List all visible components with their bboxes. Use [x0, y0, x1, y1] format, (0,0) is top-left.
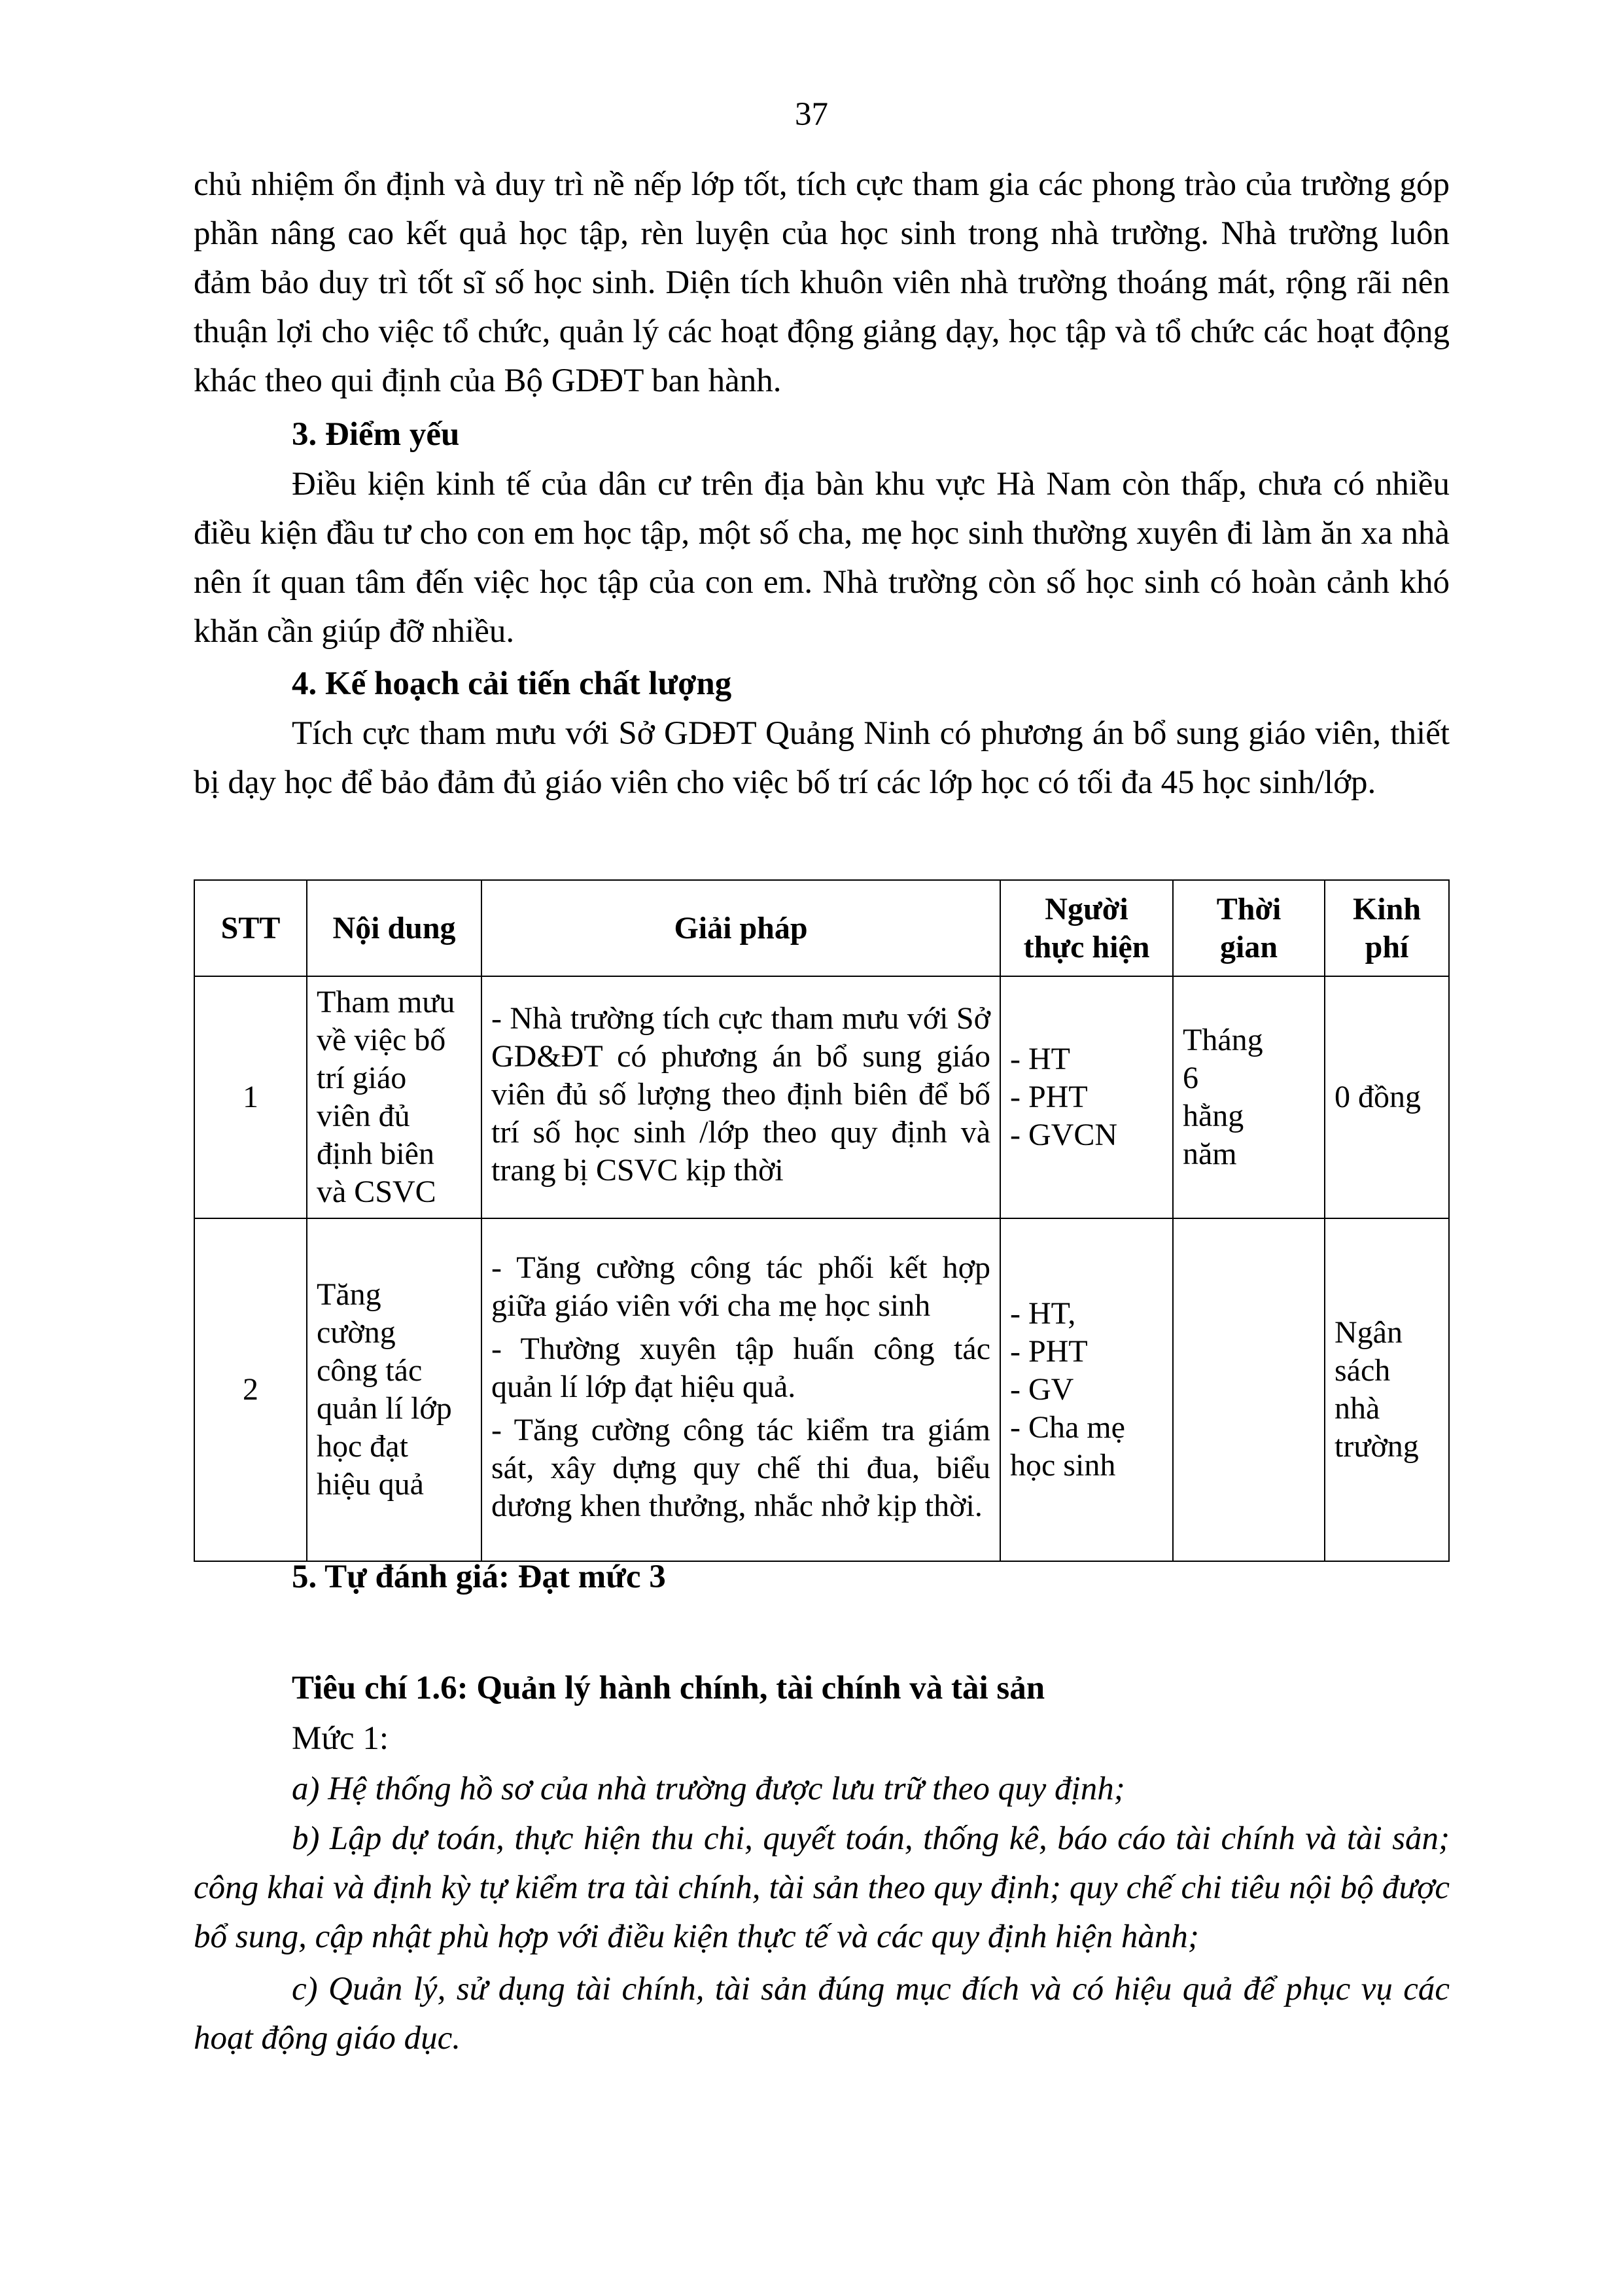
content-line: Tăng [317, 1277, 381, 1312]
content-line: cường [317, 1315, 396, 1350]
header-time-line-2: gian [1219, 929, 1278, 964]
content-line: trí giáo [317, 1061, 407, 1095]
time-line: Tháng [1183, 1023, 1263, 1057]
row-2-content [307, 1218, 481, 1561]
performer-line: - GV [1010, 1372, 1074, 1407]
cost-line: nhà [1335, 1391, 1380, 1426]
time-line: hằng [1183, 1099, 1244, 1133]
criterion-item-b: b) Lập dự toán, thực hiện thu chi, quyết toán, thống kê, báo cáo tài chính và tài sản; công khai và định kỳ tự kiểm tra tài chính, tài sản theo quy định; quy chế chi tiêu nội bộ được bổ sung, cập nhật phù hợp với điều kiện thực tế và các quy định hiện hành; [194, 1820, 1450, 1955]
header-solution: Giải pháp [481, 880, 1000, 976]
time-line: năm [1183, 1137, 1237, 1171]
performer-line: - PHT [1010, 1080, 1088, 1114]
content-line: về việc bố [317, 1023, 446, 1057]
table-row [194, 1218, 1449, 1561]
time-line: 6 [1183, 1061, 1198, 1095]
section-4-body: Tích cực tham mưu với Sở GDĐT Quảng Ninh có phương án bổ sung giáo viên, thiết bị dạy học để bảo đảm đủ giáo viên cho việc bố trí các lớp học có tối đa 45 học sinh/lớp. [194, 715, 1450, 801]
content-line: định biên [317, 1137, 434, 1171]
content-line: quản lí lớp [317, 1391, 452, 1426]
row-1-cost [1325, 976, 1449, 1218]
content-line: viên đủ [317, 1099, 410, 1133]
section-4-heading: 4. Kế hoạch cải tiến chất lượng [292, 665, 732, 702]
performer-line: - HT, [1010, 1296, 1076, 1331]
row-1-solution [481, 976, 1000, 1218]
cost-line: sách [1335, 1353, 1391, 1388]
criterion-item-c: c) Quản lý, sử dụng tài chính, tài sản đúng mục đích và có hiệu quả để phục vụ các hoạt động giáo dục. [194, 1971, 1450, 2057]
row-2-solution [481, 1218, 1000, 1561]
row-2-time [1173, 1218, 1325, 1561]
header-time-line-1: Thời [1216, 891, 1282, 927]
content-line: Tham mưu [317, 985, 455, 1019]
section-3-body: Điều kiện kinh tế của dân cư trên địa bàn khu vực Hà Nam còn thấp, chưa có nhiều điều kiện đầu tư cho con em học tập, một số cha, mẹ học sinh thường xuyên đi làm ăn xa nhà nên ít quan tâm đến việc học tập của con em. Nhà trường còn số học sinh có hoàn cảnh khó khăn cần giúp đỡ nhiều. [194, 466, 1450, 650]
solution-item: - Tăng cường công tác kiểm tra giám sát, xây dựng quy chế thi đua, biểu dương khen thưởng, nhắc nhở kịp thời. [491, 1413, 990, 1523]
cost-line: trường [1335, 1429, 1419, 1464]
content-line: hiệu quả [317, 1467, 424, 1502]
header-cost-line-1: Kinh [1352, 891, 1422, 927]
performer-line: - GVCN [1010, 1118, 1117, 1152]
cost-line: Ngân [1335, 1315, 1403, 1350]
header-time [1173, 880, 1325, 976]
criterion-heading: Tiêu chí 1.6: Quản lý hành chính, tài chính và tài sản [292, 1670, 1045, 1706]
header-cost-line-2: phí [1365, 929, 1409, 964]
cost-line: 0 đồng [1335, 1080, 1421, 1114]
table-row [194, 976, 1449, 1218]
solution-item: - Nhà trường tích cực tham mưu với Sở GD&ĐT có phương án bổ sung giáo viên đủ số lượng theo định biên để bố trí số học sinh /lớp theo quy định và trang bị CSVC kịp thời [491, 1001, 990, 1188]
header-stt: STT [194, 880, 307, 976]
intro-paragraph: chủ nhiệm ổn định và duy trì nề nếp lớp tốt, tích cực tham gia các phong trào của trường góp phần nâng cao kết quả học tập, rèn luyện của học sinh trong nhà trường. Nhà trường luôn đảm bảo duy trì tốt sĩ số học sinh. Diện tích khuôn viên nhà trường thoáng mát, rộng rãi nên thuận lợi cho việc tổ chức, quản lý các hoạt động giảng dạy, học tập và tổ chức các hoạt động khác theo qui định của Bộ GDĐT ban hành. [194, 166, 1450, 399]
header-cost [1325, 880, 1449, 976]
performer-line: - Cha mẹ học sinh [1010, 1410, 1125, 1483]
row-2-stt: 2 [194, 1218, 307, 1561]
header-content: Nội dung [307, 880, 481, 976]
improvement-plan-table [194, 879, 1450, 1562]
performer-line: - PHT [1010, 1334, 1088, 1369]
row-2-cost [1325, 1218, 1449, 1561]
section-5-heading: 5. Tự đánh giá: Đạt mức 3 [292, 1559, 666, 1595]
row-2-performers [1000, 1218, 1173, 1561]
content-line: và CSVC [317, 1174, 436, 1209]
row-1-time [1173, 976, 1325, 1218]
table-header-row [194, 880, 1449, 976]
row-1-stt: 1 [194, 976, 307, 1218]
criterion-level: Mức 1: [292, 1720, 389, 1757]
content-line: công tác [317, 1353, 423, 1388]
header-performer-line-2: thực hiện [1023, 929, 1150, 964]
criterion-item-a: a) Hệ thống hồ sơ của nhà trường được lưu trữ theo quy định; [292, 1771, 1125, 1807]
performer-line: - HT [1010, 1042, 1070, 1076]
row-1-performers [1000, 976, 1173, 1218]
header-performer-line-1: Người [1045, 891, 1128, 927]
row-1-content [307, 976, 481, 1218]
solution-item: - Tăng cường công tác phối kết hợp giữa giáo viên với cha mẹ học sinh [491, 1250, 990, 1323]
section-3-heading: 3. Điểm yếu [292, 416, 460, 453]
page-number: 37 [795, 96, 828, 133]
content-line: học đạt [317, 1429, 408, 1464]
solution-item: - Thường xuyên tập huấn công tác quản lí lớp đạt hiệu quả. [491, 1332, 990, 1404]
header-performer [1000, 880, 1173, 976]
